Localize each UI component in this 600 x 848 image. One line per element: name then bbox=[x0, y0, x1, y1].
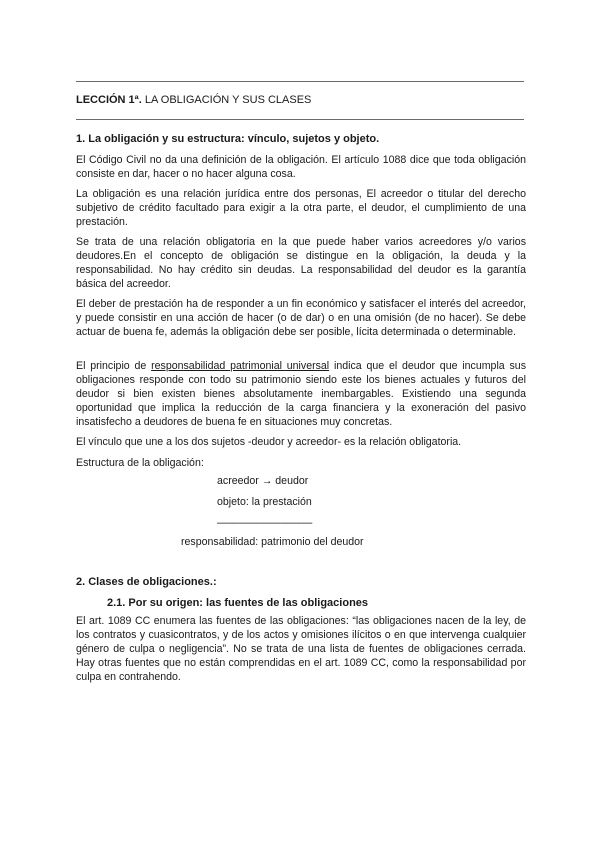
section-2-1-heading: 2.1. Por su origen: las fuentes de las obligaciones bbox=[107, 597, 369, 609]
section-1-paragraph-6: El vínculo que une a los dos sujetos -deudor y acreedor- es la relación obligatoria. bbox=[76, 436, 462, 448]
scheme-creditor-debtor: acreedor → deudor bbox=[217, 475, 309, 487]
section-1-paragraph-4: El deber de prestación ha de responder a un fin económico y satisfacer el interés del acreedor, y puede consistir en una acción de hacer (o de dar) o en una omisión (de no hacer). Se debe actuar de buena fe, además la obligación debe ser posible, lícita determinada o determinable. bbox=[76, 298, 526, 338]
scheme-divider-line: ————————— bbox=[217, 517, 313, 529]
section-1-heading: 1. La obligación y su estructura: vínculo, sujetos y objeto. bbox=[76, 133, 380, 145]
paragraph-5-rest: indica que el deudor que incumpla sus obligaciones responde con todo su patrimonio siendo este los bienes actuales y futuros del deudor si bien existen bienes absolutamente inembargables. Existiendo una segunda oportunidad que implica la reducción de la carga financiera y la exoneración del pasivo insatisfecho a deudores de buena fe en situaciones muy concretas. bbox=[76, 360, 526, 428]
lesson-title-number: LECCIÓN 1ª. bbox=[76, 94, 142, 106]
section-1-paragraph-2: La obligación es una relación jurídica entre dos personas, El acreedor o titular del derecho subjetivo de crédito facultado para exigir a la otra parte, el deudor, el cumplimiento de una prestación. bbox=[76, 188, 526, 228]
scheme-object: objeto: la prestación bbox=[217, 496, 312, 508]
scheme-responsibility: responsabilidad: patrimonio del deudor bbox=[181, 536, 364, 548]
lesson-title-text: LA OBLIGACIÓN Y SUS CLASES bbox=[141, 94, 312, 106]
structure-intro: Estructura de la obligación: bbox=[76, 457, 204, 469]
top-rule bbox=[76, 81, 524, 82]
title-underline-rule bbox=[76, 119, 524, 120]
lesson-title bbox=[76, 93, 311, 107]
section-1-paragraph-5 bbox=[76, 359, 526, 429]
section-2-heading: 2. Clases de obligaciones.: bbox=[76, 576, 217, 588]
section-1-paragraph-3: Se trata de una relación obligatoria en la que puede haber varios acreedores y/o varios deudores.En el concepto de obligación se distingue en la obligación, la deuda y la responsabilidad. No hay crédito sin deudas. La responsabilidad del deudor es la garantía básica del acreedor. bbox=[76, 236, 526, 290]
section-1-paragraph-1: El Código Civil no da una definición de la obligación. El artículo 1088 dice que toda obligación consiste en dar, hacer o no hacer alguna cosa. bbox=[76, 154, 526, 180]
section-2-1-paragraph: El art. 1089 CC enumera las fuentes de las obligaciones: “las obligaciones nacen de la ley, de los contratos y cuasicontratos, y de los actos y omisiones ilícitos o en que intervenga cualquier género de culpa o negligencia”. No se trata de una lista de fuentes de obligaciones cerrada. Hay otras fuentes que no están comprendidas en el art. 1089 CC, como la responsabilidad por culpa en contrahendo. bbox=[76, 615, 526, 683]
paragraph-5-lead: El principio de bbox=[76, 360, 152, 372]
responsabilidad-patrimonial-link[interactable]: responsabilidad patrimonial universal bbox=[151, 360, 330, 372]
